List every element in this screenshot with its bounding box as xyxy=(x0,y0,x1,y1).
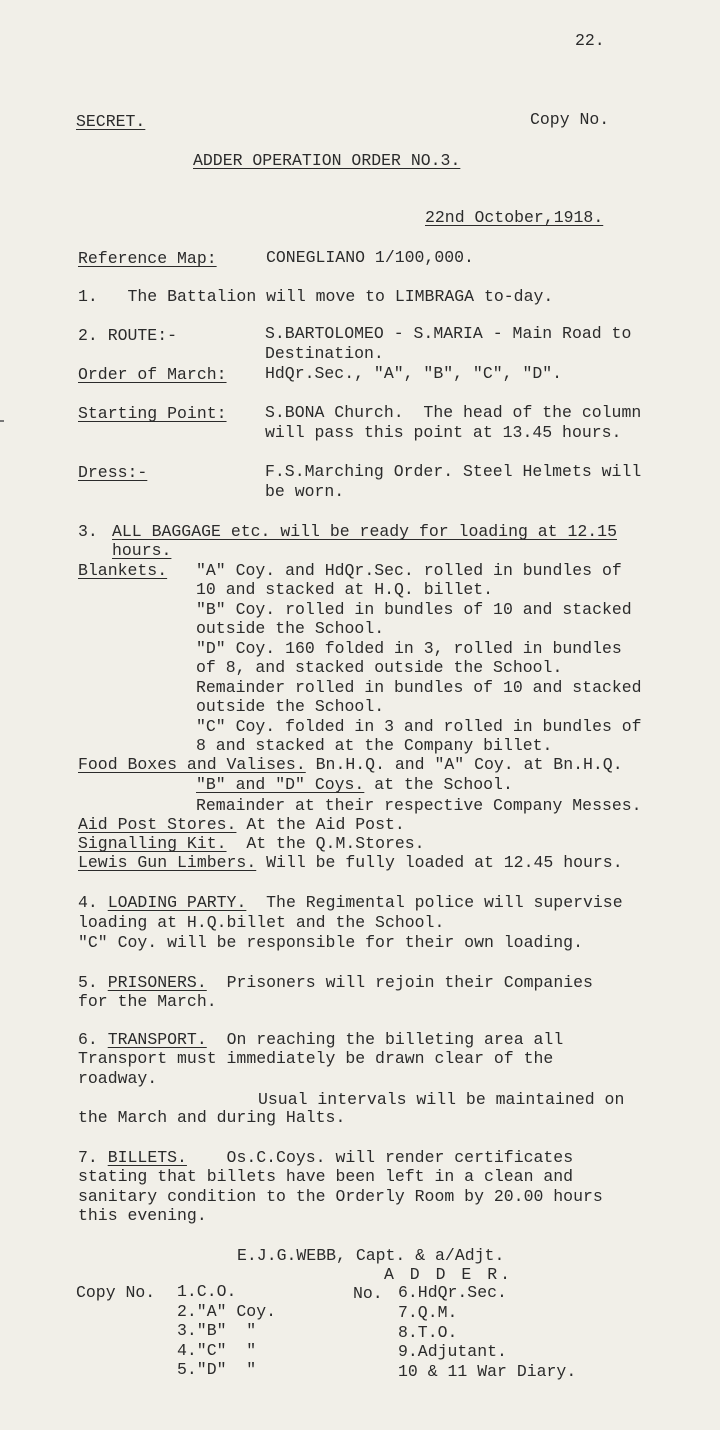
text-line: Destination. xyxy=(265,343,384,363)
baggage-heading-cont: hours. xyxy=(112,541,172,560)
paragraph-6-line xyxy=(78,1030,563,1049)
blankets-text xyxy=(196,580,642,756)
prisoners-text: Prisoners will rejoin their Companies xyxy=(226,973,593,992)
distribution-item: 3."B" " xyxy=(177,1321,257,1340)
lewis-gun-line xyxy=(78,853,623,872)
signalling-line xyxy=(78,834,425,853)
loading-party-cont xyxy=(78,913,583,952)
text-line: outside the School. xyxy=(196,619,385,638)
text-line: 10 and stacked at H.Q. billet. xyxy=(196,580,494,599)
text-line: S.BONA Church. The head of the column xyxy=(265,403,642,422)
order-of-march-label: Order of March: xyxy=(78,365,227,384)
signature-unit: A D D E R. xyxy=(384,1265,514,1284)
text-line: sanitary condition to the Orderly Room by 20.00 hours xyxy=(78,1186,603,1206)
text-line: this evening. xyxy=(78,1206,207,1225)
distribution-item: 10 & 11 War Diary. xyxy=(398,1361,577,1381)
text-line: stating that billets have been left in a clean and xyxy=(78,1167,574,1186)
baggage-heading: ALL BAGGAGE etc. will be ready for loading at 12.15 xyxy=(112,522,617,541)
distribution-right-label: No. xyxy=(353,1284,383,1303)
paragraph-3-number: 3. xyxy=(78,522,98,541)
distribution-left xyxy=(177,1282,276,1380)
text-line: "C" Coy. folded in 3 and rolled in bundles of xyxy=(196,716,642,736)
distribution-right-rest xyxy=(398,1303,576,1381)
paragraph-5-number: 5. xyxy=(78,973,98,992)
paragraph-7-line xyxy=(78,1148,573,1167)
text-line: for the March. xyxy=(78,992,217,1011)
loading-party-label: LOADING PARTY. xyxy=(107,893,247,912)
copy-number-label: Copy No. xyxy=(530,110,610,129)
paragraph-1: 1. The Battalion will move to LIMBRAGA to-day. xyxy=(78,287,554,306)
transport-intervals: Usual intervals will be maintained on xyxy=(258,1090,625,1109)
food-boxes-value: Bn.H.Q. and "A" Coy. at Bn.H.Q. xyxy=(315,755,623,774)
signalling-label: Signalling Kit. xyxy=(78,834,227,853)
blankets-label: Blankets. xyxy=(78,561,168,580)
transport-intervals-cont xyxy=(78,1108,345,1128)
prisoners-cont xyxy=(78,992,217,1012)
paragraph-4-line xyxy=(78,893,623,912)
signature-name: E.J.G.WEBB, Capt. & a/Adjt. xyxy=(237,1246,505,1265)
distribution-item: 7.Q.M. xyxy=(398,1303,458,1322)
text-line: F.S.Marching Order. Steel Helmets will xyxy=(265,462,642,481)
order-title: ADDER OPERATION ORDER NO.3. xyxy=(193,151,461,170)
order-date: 22nd October,1918. xyxy=(425,208,604,227)
transport-text: On reaching the billeting area all xyxy=(226,1030,564,1049)
order-of-march-value: HdQr.Sec., "A", "B", "C", "D". xyxy=(265,364,563,383)
text-line: S.BARTOLOMEO - S.MARIA - Main Road to xyxy=(265,324,632,343)
paragraph-7-number: 7. xyxy=(78,1148,98,1167)
billets-label: BILLETS. xyxy=(107,1148,187,1167)
transport-cont xyxy=(78,1049,553,1088)
text-line: roadway. xyxy=(78,1068,158,1088)
text-line: Transport must immediately be drawn clear of the xyxy=(78,1049,554,1068)
prisoners-label: PRISONERS. xyxy=(107,973,207,992)
distribution-item: 5."D" " xyxy=(177,1360,257,1379)
dress-label: Dress:- xyxy=(78,463,148,482)
lewis-gun-value: Will be fully loaded at 12.45 hours. xyxy=(266,853,623,872)
distribution-label: Copy No. xyxy=(76,1283,156,1302)
food-boxes-line-2 xyxy=(196,775,513,794)
paragraph-6-number: 6. xyxy=(78,1030,98,1049)
distribution-item: 1.C.O. xyxy=(177,1282,237,1301)
classification: SECRET. xyxy=(76,112,146,131)
route-text xyxy=(265,324,631,363)
reference-value: CONEGLIANO 1/100,000. xyxy=(266,248,474,267)
food-boxes-remainder: Remainder at their respective Company Messes. xyxy=(196,796,642,815)
billets-text: Os.C.Coys. will render certificates xyxy=(226,1148,574,1167)
transport-label: TRANSPORT. xyxy=(107,1030,207,1049)
text-line: the March and during Halts. xyxy=(78,1108,346,1127)
starting-point-text xyxy=(265,403,641,442)
text-line: "C" Coy. will be responsible for their own loading. xyxy=(78,932,583,952)
text-line: "D" Coy. 160 folded in 3, rolled in bundles xyxy=(196,638,622,658)
paragraph-5-line xyxy=(78,973,593,992)
distribution-item: 2."A" Coy. xyxy=(177,1301,277,1321)
starting-point-label: Starting Point: xyxy=(78,404,227,423)
text-line: outside the School. xyxy=(196,697,385,716)
dress-text xyxy=(265,462,641,501)
aid-post-line xyxy=(78,815,405,834)
distribution-item: 6.HdQr.Sec. xyxy=(398,1283,507,1302)
text-line: loading at H.Q.billet and the School. xyxy=(78,913,445,932)
billets-cont xyxy=(78,1167,603,1226)
food-boxes-label: Food Boxes and Valises. xyxy=(78,755,306,774)
distribution-item: 4."C" " xyxy=(177,1340,257,1360)
aid-post-label: Aid Post Stores. xyxy=(78,815,237,834)
page-number: 22. xyxy=(575,31,605,50)
text-line: 8 and stacked at the Company billet. xyxy=(196,736,553,755)
text-line: Remainder rolled in bundles of 10 and stacked xyxy=(196,677,642,697)
reference-label: Reference Map: xyxy=(78,249,217,268)
lewis-gun-label: Lewis Gun Limbers. xyxy=(78,853,257,872)
signalling-value: At the Q.M.Stores. xyxy=(246,834,425,853)
food-boxes-place: at the School. xyxy=(374,775,513,794)
food-boxes-line xyxy=(78,755,623,774)
distribution-item: 8.T.O. xyxy=(398,1322,458,1342)
paragraph-4-number: 4. xyxy=(78,893,98,912)
aid-post-value: At the Aid Post. xyxy=(246,815,405,834)
distribution-right xyxy=(398,1283,507,1303)
text-line: "B" Coy. rolled in bundles of 10 and stacked xyxy=(196,599,632,619)
blankets-first-line: "A" Coy. and HdQr.Sec. rolled in bundles of xyxy=(196,561,622,580)
margin-mark xyxy=(0,420,4,422)
text-line: be worn. xyxy=(265,481,345,501)
text-line: will pass this point at 13.45 hours. xyxy=(265,422,622,442)
loading-party-text: The Regimental police will supervise xyxy=(266,893,623,912)
food-boxes-coys: "B" and "D" Coys. xyxy=(196,775,365,794)
route-label: 2. ROUTE:- xyxy=(78,326,178,345)
text-line: of 8, and stacked outside the School. xyxy=(196,658,563,677)
distribution-item: 9.Adjutant. xyxy=(398,1342,507,1361)
